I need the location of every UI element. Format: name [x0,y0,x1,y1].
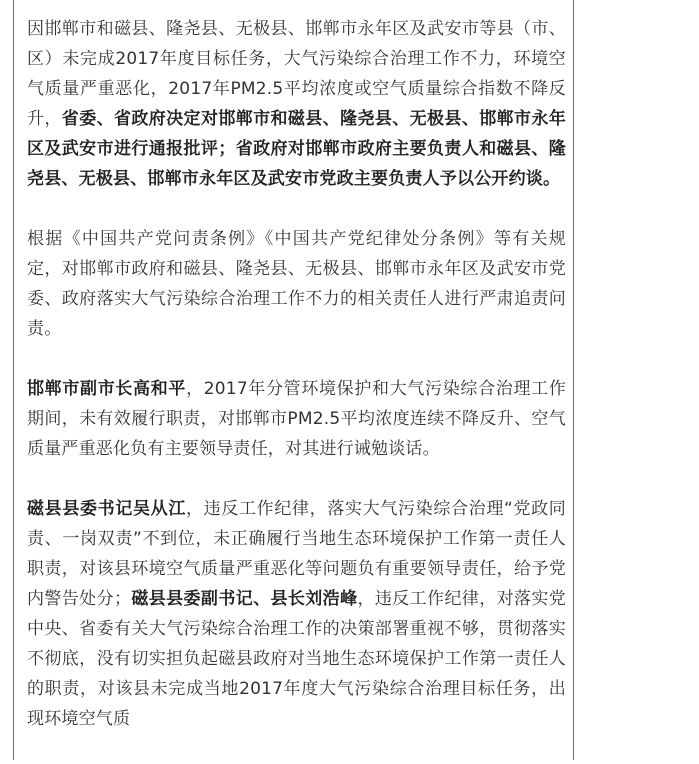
paragraph-bold-text: 省委、省政府决定对邯郸市和磁县、隆尧县、无极县、邯郸市永年区及武安市进行通报批评；省政府对邯郸市政府主要负责人和磁县、隆尧县、无极县、邯郸市永年区及武安市党政主要负责人予以公开约谈。 [27,109,566,189]
article-body [27,14,566,764]
paragraph-text: ，违反工作纪律，落实大气污染综合治理“党政同责、一岗双责”不到位，未正确履行当地生态环境保护工作第一责任人职责，对该县环境空气质量严重恶化等问题负有重要领导责任，给予党内警告处分； [27,499,566,609]
official-name-title: 邯郸市副市长高和平 [27,379,187,399]
paragraph-accountability-basis [27,224,566,344]
paragraph-vice-mayor [27,374,566,464]
paragraph-text: ，2017年分管环境保护和大气污染综合治理工作期间，未有效履行职责，对邯郸市PM2.5平均浓度连续不降反升、空气质量严重恶化负有主要领导责任，对其进行诫勉谈话。 [27,379,566,459]
official-name-title: 磁县县委书记吴从江 [27,499,186,519]
official-name-title: 磁县县委副书记、县长刘浩峰 [131,589,358,609]
paragraph-cixian-officials [27,494,566,734]
paragraph-text: 根据《中国共产党问责条例》《中国共产党纪律处分条例》等有关规定，对邯郸市政府和磁县、隆尧县、无极县、邯郸市永年区及武安市党委、政府落实大气污染综合治理工作不力的相关责任人进行严肃追责问责。 [27,229,566,339]
paragraph-circulated-criticism [27,14,566,194]
paragraph-text: ，违反工作纪律，对落实党中央、省委有关大气污染综合治理工作的决策部署重视不够，贯彻落实不彻底，没有切实担负起磁县政府对当地生态环境保护工作第一责任人的职责，对该县未完成当地2017年度大气污染综合治理目标任务，出现环境空气质 [27,589,567,729]
paragraph-text: 因邯郸市和磁县、隆尧县、无极县、邯郸市永年区及武安市等县（市、区）未完成2017年度目标任务，大气污染综合治理工作不力，环境空气质量严重恶化，2017年PM2.5平均浓度或空气质量综合指数不降反升， [27,19,566,129]
